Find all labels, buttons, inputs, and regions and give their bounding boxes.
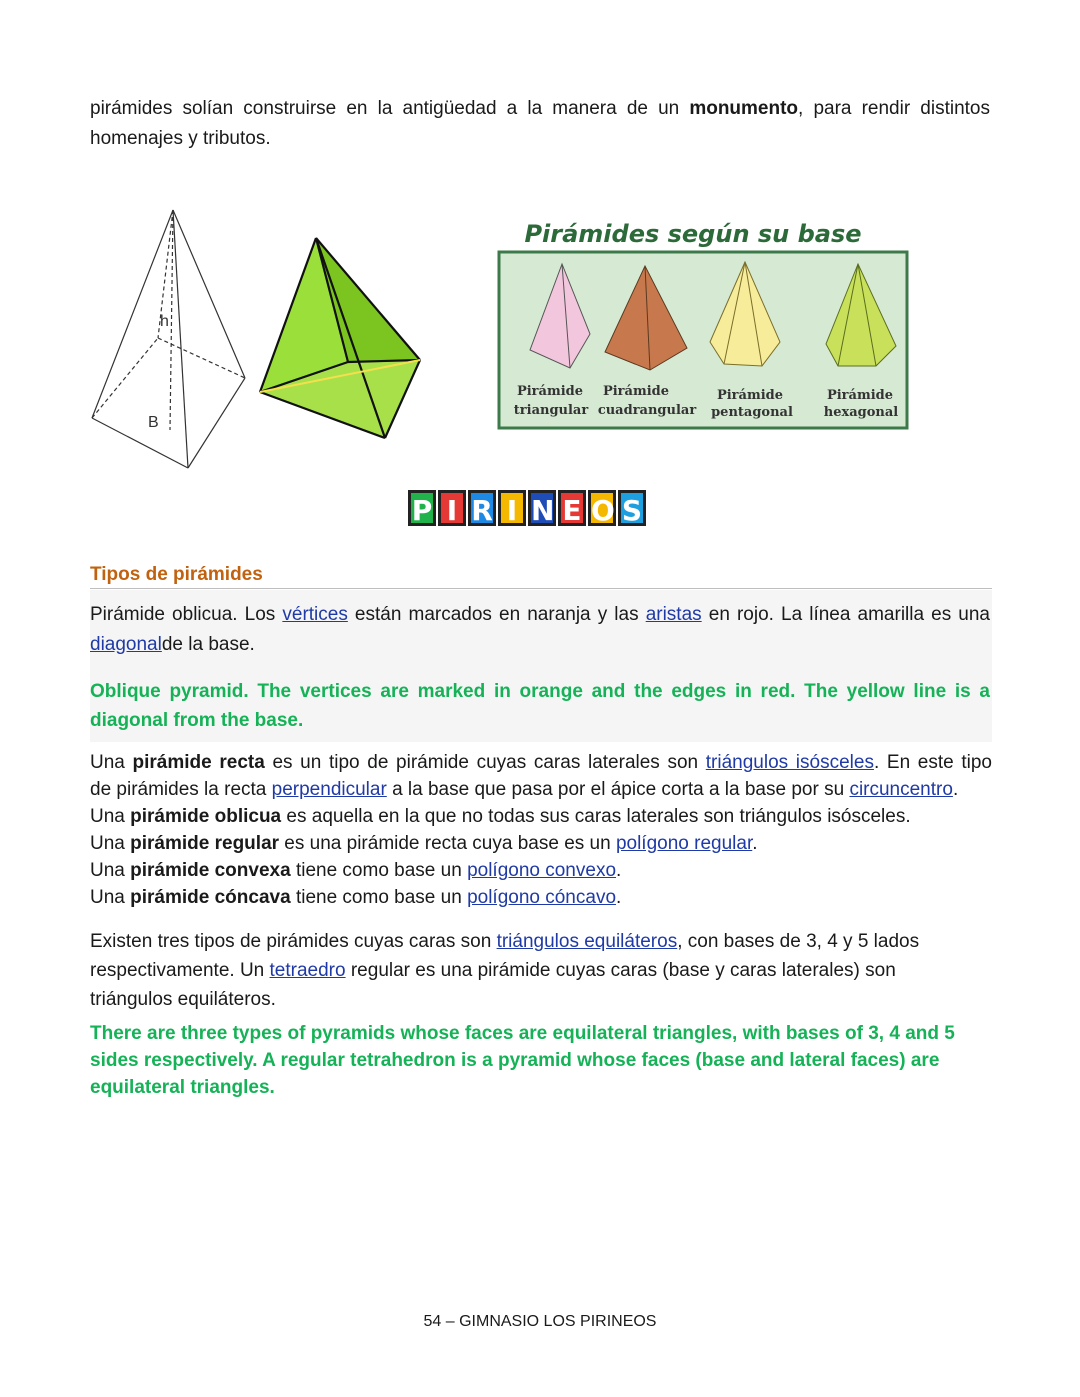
def-convexa [90,857,992,884]
oblique-text-3: en rojo. La línea amarilla es una [701,604,990,625]
link-circuncentro[interactable]: circuncentro [849,779,953,800]
link-perpendicular[interactable]: perpendicular [271,779,387,800]
intro-paragraph [90,94,990,154]
oblique-text-4: de la base. [161,634,255,655]
def-recta-line1 [90,749,992,776]
pyramids-by-base-chart [499,220,907,428]
def-text: Una [90,752,133,773]
def-text: Una [90,833,131,854]
def-text: . [952,779,959,800]
def-text: a la base que pasa por el ápice corta a la base por su [386,779,850,800]
green-pyramid [260,238,420,438]
equilateral-paragraph [90,927,950,1014]
oblique-paragraph [90,600,990,660]
oblique-text-1: Pirámide oblicua. Los [90,604,283,625]
intro-bold-monumento: monumento [689,98,799,119]
link-triangulos-equilateros[interactable]: triángulos equiláteros [496,931,678,952]
logo-letter: R [468,490,496,526]
label-triangular-2: triangular [513,403,589,418]
logo-letter: P [408,490,436,526]
page-footer: 54 – GIMNASIO LOS PIRINEOS [423,1313,657,1330]
def-text: es aquella en la que no todas sus caras laterales son triángulos isósceles. [281,806,911,827]
def-concava [90,884,992,911]
link-poligono-regular[interactable]: polígono regular [615,833,753,854]
link-diagonal[interactable]: diagonal [90,634,162,655]
logo-letter: I [498,490,526,526]
chart-title: Pirámides según su base [524,220,862,248]
logo-letter: S [618,490,646,526]
def-text: de pirámides la recta [90,779,272,800]
def-text: . En este tipo [873,752,992,773]
label-hexagonal-2: hexagonal [823,405,899,420]
def-term-concava: pirámide cóncava [130,887,291,908]
link-aristas[interactable]: aristas [645,604,702,625]
label-cuadrangular-2: cuadrangular [597,403,697,418]
def-recta-line2 [90,776,992,803]
def-regular [90,830,992,857]
link-triangulos-isosceles[interactable]: triángulos isósceles [705,752,874,773]
def-text: Una [90,887,131,908]
def-term-regular: pirámide regular [130,833,280,854]
def-text: es un tipo de pirámide cuyas caras laterales son [264,752,706,773]
def-text: Una [90,860,131,881]
def-text: es una pirámide recta cuya base es un [279,833,616,854]
logo-letter: O [588,490,616,526]
pyramid-figures-svg [90,200,990,470]
def-text: . [752,833,758,854]
eq-text-1: Existen tres tipos de pirámides cuyas caras son [90,931,497,952]
section-title: Tipos de pirámides [90,562,992,589]
link-vertices[interactable]: vértices [282,604,348,625]
label-pentagonal-1: Pirámide [716,388,784,403]
eq-text-3: regular es una pirámide cuyas caras (base y caras laterales) son triángulos equiláteros. [90,960,896,1010]
def-oblicua [90,803,992,830]
oblique-english: Oblique pyramid. The vertices are marked in orange and the edges in red. The yellow line is a diagonal from the base. [90,681,990,731]
base-label: B [148,414,159,431]
link-poligono-concavo[interactable]: polígono cóncavo [467,887,617,908]
def-text: Una [90,806,131,827]
def-text: . [616,860,622,881]
eq-text-2: , con bases de 3, 4 y 5 lados respectivamente. Un [90,931,920,981]
label-cuadrangular-1: Pirámide [602,384,670,399]
logo-letter: N [528,490,556,526]
wireframe-pyramid [92,210,245,468]
logo-letter: I [438,490,466,526]
def-text: . [616,887,622,908]
pyramid-figures [90,200,990,470]
equilateral-english: There are three types of pyramids whose faces are equilateral triangles, with bases of 3, 4 and 5 sides respectively. A regular tetrahedron is a pyramid whose faces (base and lateral faces) are equilateral triangles. [90,1023,955,1098]
label-hexagonal-1: Pirámide [826,388,894,403]
def-term-oblicua: pirámide oblicua [130,806,282,827]
height-label: h [160,313,169,330]
label-pentagonal-2: pentagonal [711,405,793,420]
logo-letter: E [558,490,586,526]
pirineos-logo [408,490,646,534]
intro-text-2: , para rendir distintos homenajes y tributos. [90,98,990,149]
def-term-convexa: pirámide convexa [130,860,291,881]
link-poligono-convexo[interactable]: polígono convexo [467,860,617,881]
def-term-recta: pirámide recta [132,752,265,773]
pyramid-definitions [90,749,992,911]
def-text: tiene como base un [290,887,468,908]
oblique-text-2: están marcados en naranja y las [347,604,646,625]
link-tetraedro[interactable]: tetraedro [269,960,346,981]
label-triangular-1: Pirámide [516,384,584,399]
def-text: tiene como base un [290,860,468,881]
intro-text-1: pirámides solían construirse en la antigüedad a la manera de un [90,98,690,119]
